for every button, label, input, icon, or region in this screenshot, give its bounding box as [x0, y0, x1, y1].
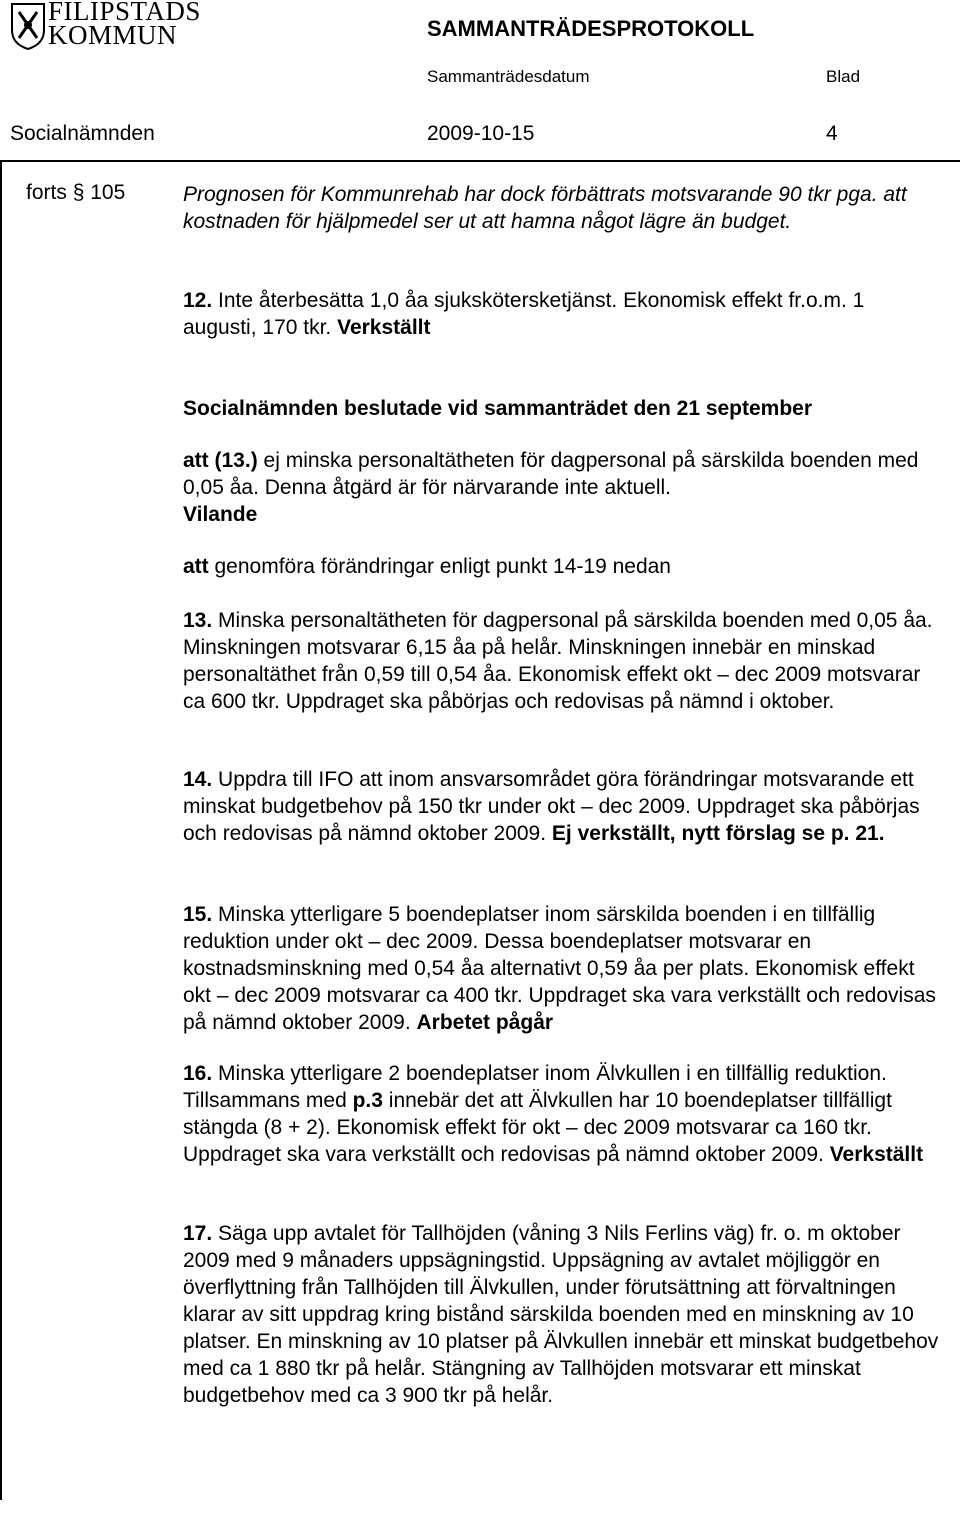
page-label: Blad: [826, 67, 861, 86]
municipality-logo: [10, 2, 210, 52]
item-15: 15. Minska ytterligare 5 boendeplatser inom särskilda boenden i en tillfällig reduktion under okt – dec 2009. Dessa boendeplatser motsvarar en kostnadsminskning med 0,54 åa alternativt 0,59 åa per plats. Ekonomisk effekt okt – dec 2009 motsvarar ca 400 tkr. Uppdraget ska vara verkställt och redovisas på nämnd oktober 2009. Arbetet pågår: [183, 903, 936, 1034]
section-sign-icon: §: [72, 181, 85, 204]
page-number: 4: [826, 122, 838, 145]
item-16: 16. Minska ytterligare 2 boendeplatser inom Älvkullen i en tillfällig reduktion. Tillsammans med p.3 innebär det att Älvkullen har 10 boendeplatser tillfälligt stängda (8 + 2). Ekonomisk effekt för okt – dec 2009 motsvarar ca 160 tkr. Uppdraget ska vara verkställt och redovisas på nämnd oktober 2009. Verkställt: [183, 1062, 924, 1166]
coat-of-arms-icon: [10, 2, 46, 50]
logo-text: FILIPSTADS KOMMUN: [48, 0, 201, 50]
item-12: 12. Inte återbesätta 1,0 åa sjukskötersketjänst. Ekonomisk effekt fr.o.m. 1 augusti, 170 tkr. Verkställt: [183, 289, 865, 339]
item-14: 14. Uppdra till IFO att inom ansvarsområdet göra förändringar motsvarande ett minskat budgetbehov på 150 tkr under okt – dec 2009. Uppdraget ska påbörjas och redovisas på nämnd oktober 2009. Ej verkställt, nytt förslag se p. 21.: [183, 768, 920, 845]
item-17: 17. Säga upp avtalet för Tallhöjden (våning 3 Nils Ferlins väg) fr. o. m oktober 2009 med 9 månaders uppsägningstid. Uppsägning av avtalet möjliggör en överflyttning från Tallhöjden till Älvkullen, under förutsättning att förvaltningen klarar av sitt uppdrag kring bistånd särskilda boenden med en minskning av 10 platser. En minskning av 10 platser på Älvkullen innebär ett minskat budgetbehov med ca 1 880 tkr på helår. Stängning av Tallhöjden motsvarar ett minskat budgetbehov med ca 3 900 tkr på helår.: [183, 1222, 939, 1407]
margin-line: [0, 160, 2, 1500]
att-clause-1: att (13.) ej minska personaltätheten för dagpersonal på särskilda boenden med 0,05 åa. Denna åtgärd är för närvarande inte aktuell. Vilande: [183, 449, 919, 526]
committee-name: Socialnämnden: [10, 122, 155, 145]
section-reference: forts § 105: [26, 181, 126, 204]
meeting-date-label: Sammanträdesdatum: [427, 67, 590, 86]
header-divider: [0, 160, 960, 162]
att-clause-2: att genomföra förändringar enligt punkt 14-19 nedan: [183, 555, 671, 578]
intro-paragraph: Prognosen för Kommunrehab har dock förbättrats motsvarande 90 tkr pga. att kostnaden för hjälpmedel ser ut att hamna något lägre än budget.: [183, 183, 907, 233]
meeting-date: 2009-10-15: [427, 122, 535, 145]
decision-heading: Socialnämnden beslutade vid sammanträdet den 21 september: [183, 397, 813, 420]
document-type: SAMMANTRÄDESPROTOKOLL: [427, 16, 755, 41]
item-13: 13. Minska personaltätheten för dagpersonal på särskilda boenden med 0,05 åa. Minskningen motsvarar 6,15 åa på helår. Minskningen innebär en minskad personaltäthet från 0,59 till 0,54 åa. Ekonomisk effekt okt – dec 2009 motsvarar ca 600 tkr. Uppdraget ska påbörjas och redovisas på nämnd i oktober.: [183, 609, 933, 713]
